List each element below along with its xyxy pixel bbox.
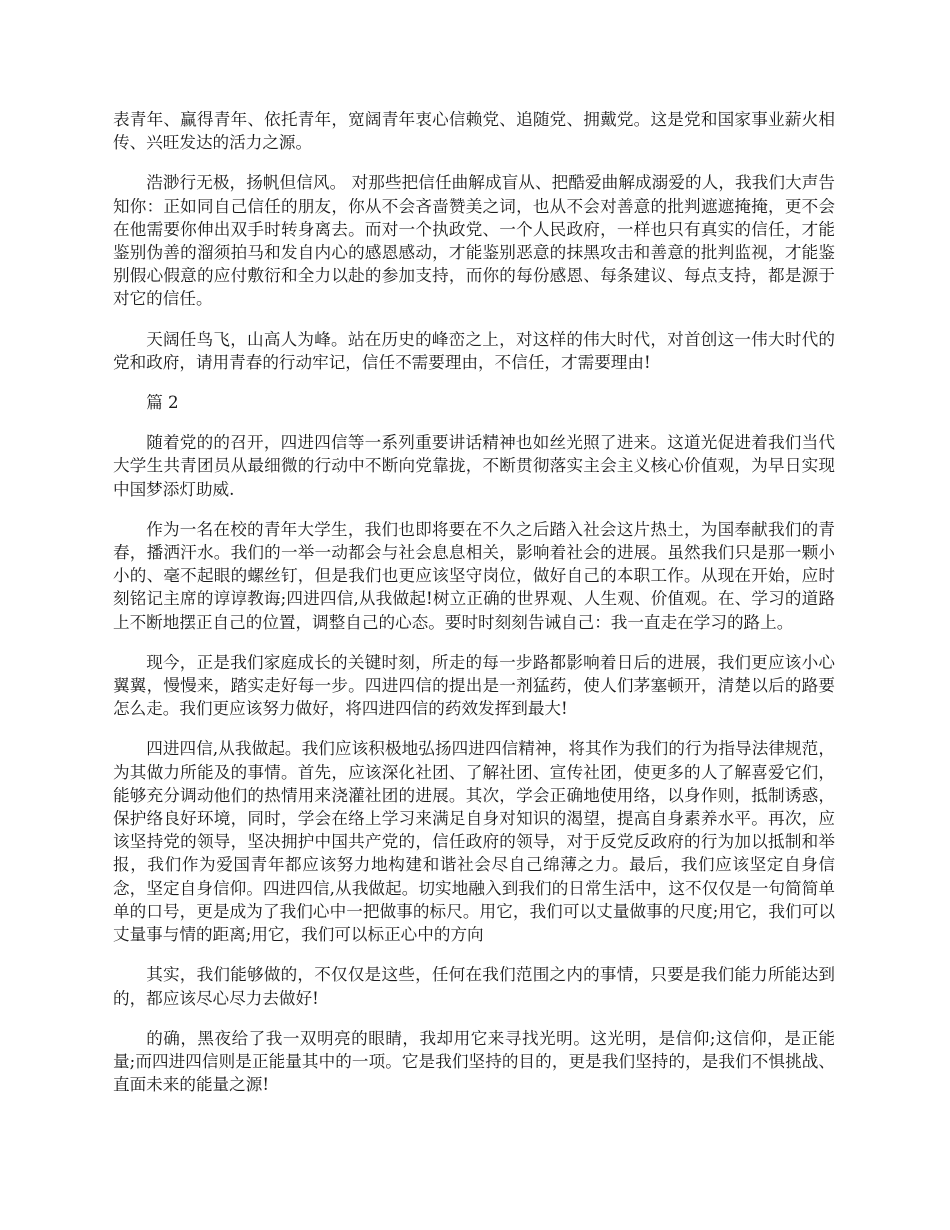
paragraph: 随着党的的召开，四进四信等一系列重要讲话精神也如丝光照了进来。这道光促进着我们当代大学生共青团员从最细微的行动中不断向党靠拢，不断贯彻落实主会主义核心价值观，为早日实现中国梦添灯助威. — [113, 433, 835, 499]
paragraph: 的确，黑夜给了我一双明亮的眼睛，我却用它来寻找光明。这光明，是信仰;这信仰，是正能量;而四进四信则是正能量其中的一项。它是我们坚持的目的，更是我们坚持的，是我们不惧挑战、直面未来的能量之源! — [113, 1028, 835, 1095]
paragraph: 天阔任鸟飞，山高人为峰。站在历史的峰峦之上，对这样的伟大时代，对首创这一伟大时代的党和政府，请用青春的行动牢记，信任不需要理由，不信任，才需要理由! — [113, 329, 835, 372]
paragraph: 作为一名在校的青年大学生，我们也即将要在不久之后踏入社会这片热土，为国奉献我们的青春，播洒汗水。我们的一举一动都会与社会息息相关，影响着社会的进展。虽然我们只是那一颗小小的、毫不起眼的螺丝钉，但是我们也更应该坚守岗位，做好自己的本职工作。从现在开始，应时刻铭记主席的谆谆教诲;四进四信,从我做起!树立正确的世界观、人生观、价值观。在、学习的道路上不断地摆正自己的位置，调整自己的心态。要时时刻刻告诫自己：我一直走在学习的路上。 — [113, 519, 835, 632]
paragraph-continuation: 表青年、赢得青年、依托青年，宽阔青年衷心信赖党、追随党、拥戴党。这是党和国家事业薪火相传、兴旺发达的活力之源。 — [113, 110, 835, 153]
section-heading: 篇 2 — [146, 393, 179, 413]
paragraph: 其实，我们能够做的，不仅仅是这些，任何在我们范围之内的事情，只要是我们能力所能达到的，都应该尽心尽力去做好! — [113, 965, 835, 1008]
paragraph: 浩渺行无极，扬帆但信风。 对那些把信任曲解成盲从、把酷爱曲解成溺爱的人，我我们大声告知你：正如同自己信任的朋友，你从不会吝啬赞美之词，也从不会对善意的批判遮遮掩掩，更不会在他需要你伸出双手时转身离去。而对一个执政党、一个人民政府，一样也只有真实的信任，才能鉴别伪善的溜须拍马和发自内心的感恩感动，才能鉴别恶意的抹黑攻击和善意的批判监视，才能鉴别假心假意的应付敷衍和全力以赴的参加支持，而你的每份感恩、每条建议、每点支持，都是源于对它的信任。 — [113, 173, 835, 309]
paragraph: 四进四信,从我做起。我们应该积极地弘扬四进四信精神，将其作为我们的行为指导法律规范，为其做力所能及的事情。首先，应该深化社团、了解社团、宣传社团，使更多的人了解喜爱它们，能够充分调动他们的热情用来浇灌社团的进展。其次，学会正确地使用络，以身作则，抵制诱惑，保护络良好环境，同时，学会在络上学习来满足自身对知识的渴望，提高自身素养水平。再次，应该坚持党的领导，坚决拥护中国共产党的，信任政府的领导，对于反党反政府的行为加以抵制和举报，我们作为爱国青年都应该努力地构建和谐社会尽自己绵薄之力。最后，我们应该坚定自身信念，坚定自身信仰。四进四信,从我做起。切实地融入到我们的日常生活中，这不仅仅是一句简简单单的口号，更是成为了我们心中一把做事的标尺。用它，我们可以丈量做事的尺度;用它，我们可以丈量事与情的距离;用它，我们可以标正心中的方向 — [113, 739, 835, 945]
document-body — [113, 108, 835, 1113]
paragraph: 现今，正是我们家庭成长的关键时刻，所走的每一步路都影响着日后的进展，我们更应该小心翼翼，慢慢来，踏实走好每一步。四进四信的提出是一剂猛药，使人们茅塞顿开，清楚以后的路要怎么走。我们更应该努力做好，将四进四信的药效发挥到最大! — [113, 652, 835, 719]
